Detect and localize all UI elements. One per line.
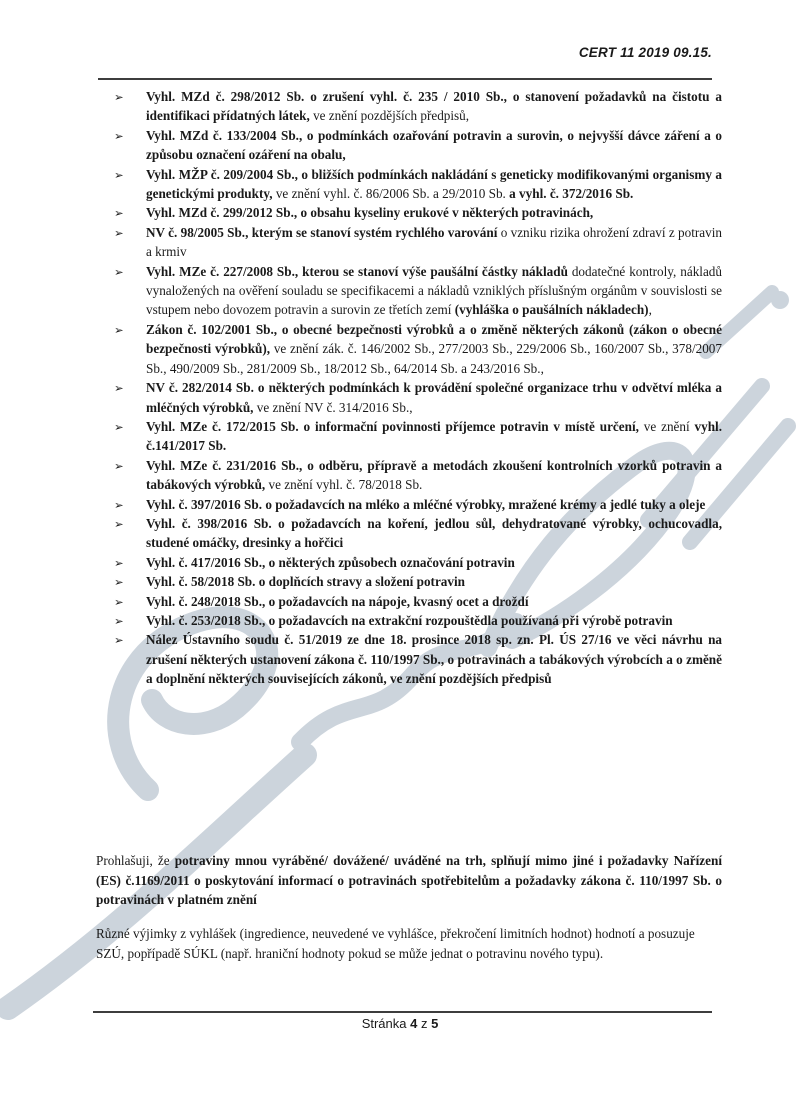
text-segment: , [648,302,652,318]
list-item [96,223,722,262]
text-segment: ve znění vyhl. č. 78/2018 Sb. [265,477,423,493]
text-segment: Vyhl. č. 248/2018 Sb., o požadavcích na nápoje, kvasný ocet a droždí [146,593,529,609]
arrow-bullet-icon: ➢ [114,419,124,434]
header-rule [98,78,712,80]
list-item [96,378,722,417]
text-segment: Vyhl. MZd č. 299/2012 Sb., o obsahu kyseliny erukové v některých potravinách, [146,205,594,221]
text-segment: Vyhl. č. 397/2016 Sb. o požadavcích na mléko a mléčné výrobky, mražené krémy a jedlé tuky a oleje [146,496,706,512]
list-item [96,262,722,320]
list-item-text [146,205,593,220]
text-segment: vyhl. č.141/2017 Sb. [146,418,722,454]
text-segment: Stránka [361,1016,411,1031]
list-item [96,495,722,514]
list-item-text [146,167,722,201]
text-segment: dodatečné kontroly, nákladů vynaložených na ověření souladu se specifikacemi a nákladů vzniklých příslušným orgánům v souvislosti se vstupem nebo dovozem potravin a surovin ze třetích zemí [146,263,722,318]
text-segment: Vyhl. MZe č. 231/2016 Sb., o odběru, přípravě a metodách zkoušení kontrolních vzorků potravin a tabákových výrobků, [146,457,722,493]
list-item-text [146,128,722,162]
list-item-text [146,632,722,686]
list-item [96,572,722,591]
arrow-bullet-icon: ➢ [114,206,124,221]
arrow-bullet-icon: ➢ [114,322,124,337]
text-segment: Nález Ústavního soudu č. 51/2019 ze dne 18. prosince 2018 sp. zn. Pl. ÚS 27/16 ve věci návrhu na zrušení některých ustanovení zákona č. 110/1997 Sb., o potravinách a tabákových výrobcích a o změně a doplnění některých souvisejících zákonů, ve znění pozdějších předpisů [146,632,722,687]
list-item-text [146,516,722,550]
text-segment: Vyhl. MZe č. 172/2015 Sb. o informační povinnosti příjemce potravin v místě určení, [146,418,639,434]
text-segment: z [417,1016,432,1031]
list-item-text [146,458,722,492]
exceptions-paragraph [96,924,722,963]
list-item [96,611,722,630]
text-segment: ve znění vyhl. č. 86/2006 Sb. a 29/2010 Sb. [272,186,510,202]
arrow-bullet-icon: ➢ [114,225,124,240]
text-segment: Vyhl. č. 417/2016 Sb., o některých způsobech označování potravin [146,554,515,570]
list-item [96,514,722,553]
text-segment: ve znění NV č. 314/2016 Sb., [253,399,413,415]
text-segment: Vyhl. MŽP č. 209/2004 Sb., o bližších podmínkách nakládání s geneticky modifikovanými organismy a genetickými produkty, [146,166,722,202]
list-item-text [146,555,515,570]
arrow-bullet-icon: ➢ [114,575,124,590]
list-item [96,592,722,611]
text-segment: ve znění [638,418,695,434]
list-item-text [146,594,528,609]
list-item-text [146,574,465,589]
arrow-bullet-icon: ➢ [114,264,124,279]
text-segment: Různé výjimky z vyhlášek (ingredience, neuvedené ve vyhlášce, překročení limitních hodnot) hodnotí a posuzuje SZÚ, popřípadě SÚKL (např. hraniční hodnoty pokud se může jednat o potravinu nového typu). [96,926,695,961]
list-item [96,630,722,688]
arrow-bullet-icon: ➢ [114,167,124,182]
list-item-text [146,497,705,512]
text-segment: o vzniku rizika ohrožení zdraví z potravin a krmiv [146,224,722,260]
text-segment: Vyhl. č. 253/2018 Sb., o požadavcích na extrakční rozpouštědla používaná při výrobě potravin [146,612,673,628]
text-segment: 4 [410,1016,418,1031]
arrow-bullet-icon: ➢ [114,381,124,396]
list-item [96,126,722,165]
list-item [96,320,722,378]
arrow-bullet-icon: ➢ [114,594,124,609]
list-item [96,456,722,495]
footer-page-label [0,1016,800,1031]
text-segment: (vyhláška o paušálních nákladech) [454,302,649,318]
text-segment: Vyhl. MZe č. 227/2008 Sb., kterou se stanoví výše paušální částky nákladů [146,263,568,279]
arrow-bullet-icon: ➢ [114,555,124,570]
list-item-text [146,89,722,123]
text-segment: potraviny mnou vyráběné/ dovážené/ uváděné na trh, splňují mimo jiné i požadavky Nařízení (ES) č.1169/2011 o poskytování informací o potravinách spotřebitelům a požadavky zákona č. 110/1997 Sb. o potravinách v platném znění [96,853,722,908]
list-item-text [146,613,673,628]
list-item-text [146,380,722,414]
arrow-bullet-icon: ➢ [114,633,124,648]
arrow-bullet-icon: ➢ [114,497,124,512]
list-item [96,553,722,572]
text-segment: a vyhl. č. 372/2016 Sb. [509,186,634,202]
list-item-text [146,264,722,318]
regulation-list [96,87,722,689]
text-segment: NV č. 282/2014 Sb. o některých podmínkách k provádění společné organizace trhu v odvětví mléka a mléčných výrobků, [146,380,722,415]
declaration-paragraph [96,851,722,910]
list-item [96,87,722,126]
arrow-bullet-icon: ➢ [114,90,124,104]
text-segment: Prohlašuji, že [96,853,175,868]
text-segment: Vyhl. č. 398/2016 Sb. o požadavcích na koření, jedlou sůl, dehydratované výrobky, ochucovadla, studené omáčky, dresinky a hořčici [146,515,722,551]
text-segment: ve znění pozdějších předpisů, [309,108,470,124]
arrow-bullet-icon: ➢ [114,516,124,531]
text-segment: Vyhl. MZd č. 133/2004 Sb., o podmínkách ozařování potravin a surovin, o nejvyšší dávce záření a o způsobu označení ozáření na obalu, [146,127,722,163]
list-item [96,203,722,222]
footer-rule [93,1011,712,1013]
list-item-text [146,225,722,259]
list-item-text [146,322,722,376]
list-item [96,417,722,456]
text-segment: Zákon č. 102/2001 Sb., o obecné bezpečnosti výrobků a o změně některých zákonů (zákon o obecné bezpečnosti výrobků), [146,321,722,357]
text-segment: NV č. 98/2005 Sb., kterým se stanoví systém rychlého varování [146,224,498,240]
text-segment: Vyhl. MZd č. 298/2012 Sb. o zrušení vyhl. č. 235 / 2010 Sb., o stanovení požadavků na čistotu a identifikaci přídatných látek, [146,89,722,124]
list-item-text [146,419,722,453]
text-segment: ve znění zák. č. 146/2002 Sb., 277/2003 Sb., 229/2006 Sb., 160/2007 Sb., 378/2007 Sb., 490/2009 Sb., 281/2009 Sb., 18/2012 Sb., 64/2014 Sb. a 243/2016 Sb., [146,341,722,376]
text-segment: Vyhl. č. 58/2018 Sb. o doplňcích stravy a složení potravin [146,574,465,590]
text-segment: 5 [431,1016,439,1031]
arrow-bullet-icon: ➢ [114,128,124,143]
arrow-bullet-icon: ➢ [114,613,124,628]
arrow-bullet-icon: ➢ [114,458,124,473]
list-item [96,165,722,204]
header-doc-code: CERT 11 2019 09.15. [578,45,712,60]
